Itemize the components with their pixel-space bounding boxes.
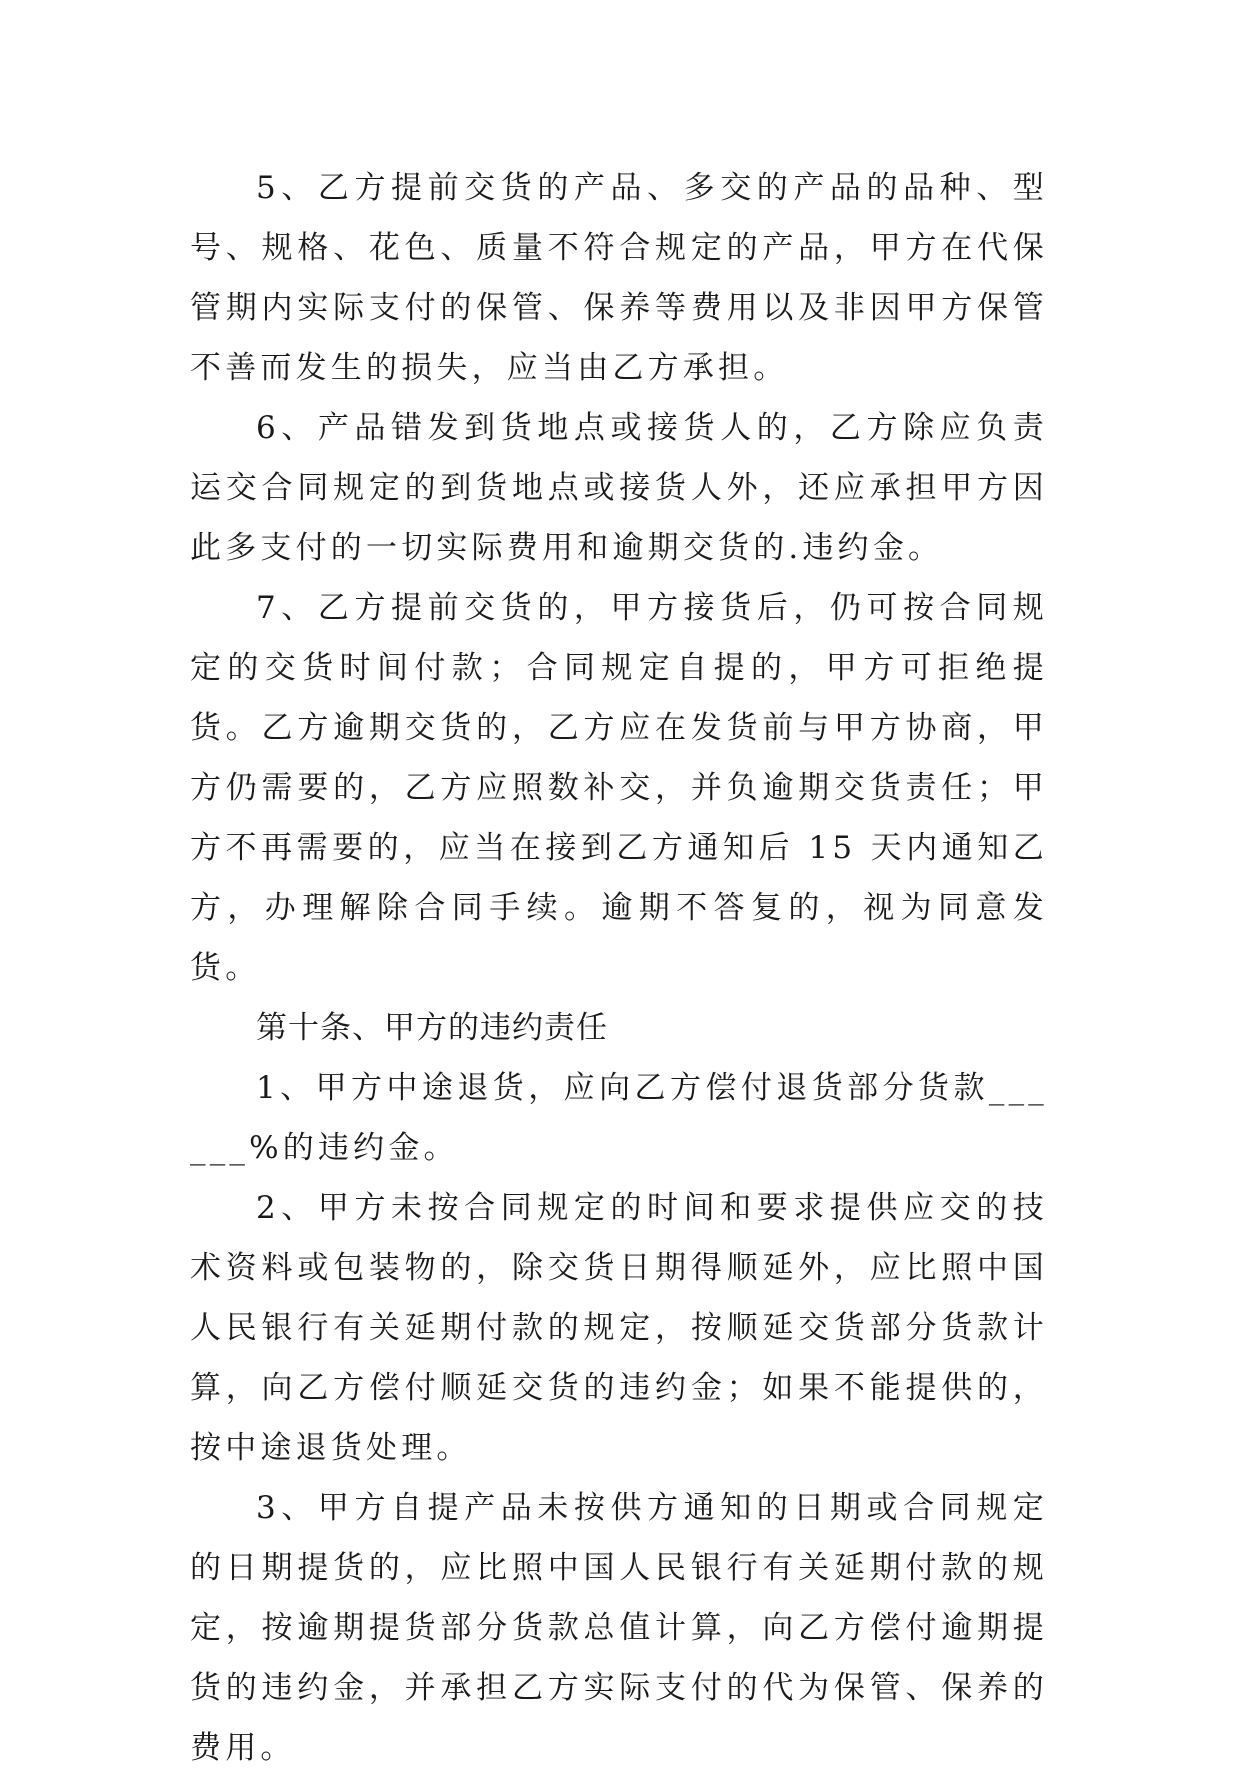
clause-7-paragraph: 7、乙方提前交货的，甲方接货后，仍可按合同规定的交货时间付款；合同规定自提的，甲方可拒绝提货。乙方逾期交货的，乙方应在发货前与甲方协商，甲方仍需要的，乙方应照数补交，并负逾期交货责任；甲方不再需要的，应当在接到乙方通知后 15 天内通知乙方，办理解除合同手续。逾期不答复的，视为同意发货。 [190, 590, 1048, 986]
section-clause-1-paragraph: 1、甲方中途退货，应向乙方偿付退货部分货款______%的违约金。 [190, 1070, 1048, 1166]
section-heading: 第十条、甲方的违约责任 [256, 1010, 608, 1046]
clause-6-paragraph: 6、产品错发到货地点或接货人的，乙方除应负责运交合同规定的到货地点或接货人外，还应承担甲方因此多支付的一切实际费用和逾期交货的.违约金。 [190, 410, 1048, 566]
section-clause-3-paragraph: 3、甲方自提产品未按供方通知的日期或合同规定的日期提货的，应比照中国人民银行有关延期付款的规定，按逾期提货部分货款总值计算，向乙方偿付逾期提货的违约金，并承担乙方实际支付的代为保管、保养的费用。 [190, 1490, 1048, 1766]
document-page [190, 158, 1048, 1778]
clause-5-paragraph: 5、乙方提前交货的产品、多交的产品的品种、型号、规格、花色、质量不符合规定的产品，甲方在代保管期内实际支付的保管、保养等费用以及非因甲方保管不善而发生的损失，应当由乙方承担。 [190, 170, 1048, 386]
section-clause-2-paragraph: 2、甲方未按合同规定的时间和要求提供应交的技术资料或包装物的，除交货日期得顺延外，应比照中国人民银行有关延期付款的规定，按顺延交货部分货款计算，向乙方偿付顺延交货的违约金；如果不能提供的，按中途退货处理。 [190, 1190, 1048, 1466]
